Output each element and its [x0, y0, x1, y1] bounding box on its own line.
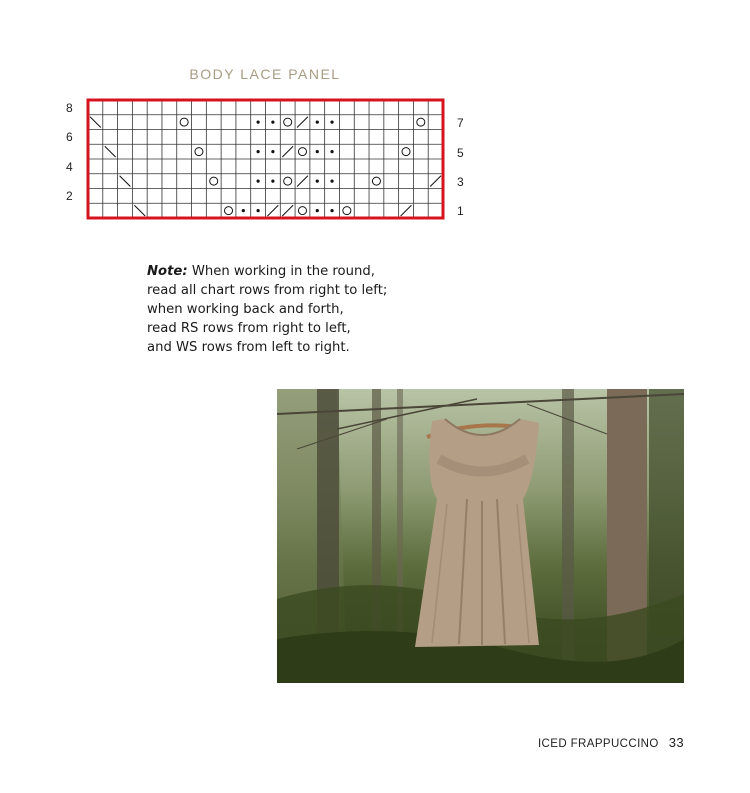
yarn-over-symbol [195, 148, 203, 156]
purl-symbol [330, 180, 333, 183]
dress-photo [277, 389, 684, 683]
row-number-5: 5 [457, 146, 464, 160]
purl-symbol [257, 209, 260, 212]
footer-title: ICED FRAPPUCCINO [537, 738, 659, 750]
chart-note [147, 262, 467, 357]
purl-symbol [257, 121, 260, 124]
yarn-over-symbol [343, 207, 351, 215]
note-line-3: when working back and forth, [147, 302, 344, 317]
note-line-2: read all chart rows from right to left; [147, 283, 388, 298]
row-number-4: 4 [66, 160, 73, 174]
purl-symbol [271, 121, 274, 124]
yarn-over-symbol [225, 207, 233, 215]
purl-symbol [316, 209, 319, 212]
note-line-4: read RS rows from right to left, [147, 321, 351, 336]
ssk-symbol [120, 176, 131, 187]
purl-symbol [330, 150, 333, 153]
row-number-8: 8 [66, 101, 73, 115]
row-number-2: 2 [66, 189, 73, 203]
note-label: Note: [147, 264, 188, 279]
page-number: 33 [668, 735, 684, 750]
yarn-over-symbol [372, 177, 380, 185]
note-line-5: and WS rows from left to right. [147, 340, 350, 355]
purl-symbol [316, 150, 319, 153]
purl-symbol [242, 209, 245, 212]
page-footer [538, 735, 684, 750]
purl-symbol [257, 150, 260, 153]
yarn-over-symbol [284, 177, 292, 185]
k2tog-symbol [282, 146, 293, 157]
note-line-1: When working in the round, [187, 264, 375, 279]
row-number-1: 1 [457, 204, 464, 218]
forest-dress-image [277, 389, 684, 683]
row-number-3: 3 [457, 175, 464, 189]
yarn-over-symbol [298, 207, 306, 215]
purl-symbol [271, 150, 274, 153]
ssk-symbol [105, 146, 116, 157]
k2tog-symbol [297, 117, 308, 128]
purl-symbol [257, 180, 260, 183]
purl-symbol [316, 121, 319, 124]
yarn-over-symbol [417, 118, 425, 126]
purl-symbol [271, 180, 274, 183]
chart-title: BODY LACE PANEL [189, 66, 341, 82]
yarn-over-symbol [402, 148, 410, 156]
ssk-symbol [90, 117, 101, 128]
purl-symbol [316, 180, 319, 183]
row-number-7: 7 [457, 116, 464, 130]
lace-chart [0, 0, 750, 240]
k2tog-symbol [430, 176, 441, 187]
purl-symbol [330, 121, 333, 124]
row-number-6: 6 [66, 130, 73, 144]
k2tog-symbol [268, 205, 279, 216]
yarn-over-symbol [298, 148, 306, 156]
yarn-over-symbol [284, 118, 292, 126]
yarn-over-symbol [180, 118, 188, 126]
k2tog-symbol [401, 205, 412, 216]
k2tog-symbol [297, 176, 308, 187]
purl-symbol [330, 209, 333, 212]
k2tog-symbol [282, 205, 293, 216]
ssk-symbol [134, 205, 145, 216]
yarn-over-symbol [210, 177, 218, 185]
